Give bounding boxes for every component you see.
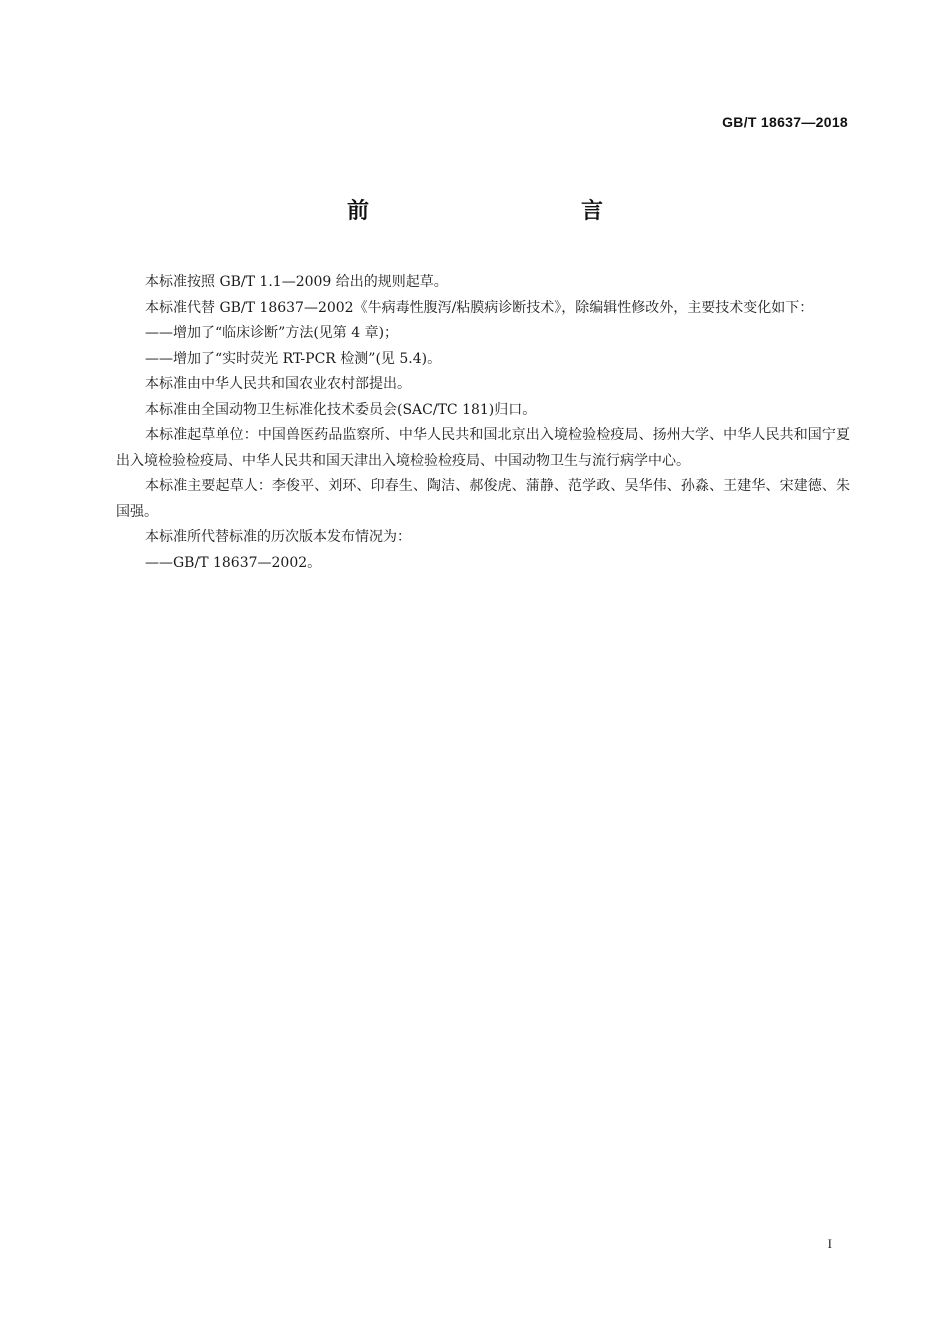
- page-title: 前 言: [346, 199, 659, 224]
- paragraph-drafting-units: 本标准起草单位：中国兽医药品监察所、中华人民共和国北京出入境检验检疫局、扬州大学、中华人民共和国宁夏出入境检验检疫局、中华人民共和国天津出入境检验检疫局、中国动物卫生与流行病学中心。: [116, 427, 850, 469]
- paragraph-drafting-rules: 本标准按照 GB/T 1.1—2009 给出的规则起草。: [145, 274, 448, 290]
- foreword-body: [116, 270, 850, 576]
- paragraph-drafters: 本标准主要起草人：李俊平、刘环、印春生、陶洁、郝俊虎、蒲静、范学政、吴华伟、孙淼、王建华、宋建德、朱国强。: [116, 478, 850, 520]
- history-item: ——GB/T 18637—2002。: [145, 554, 322, 571]
- change-item-rtpcr: ——增加了“实时荧光 RT-PCR 检测”(见 5.4)。: [145, 350, 442, 367]
- paragraph-proposer: 本标准由中华人民共和国农业农村部提出。: [145, 376, 411, 392]
- paragraph-history: 本标准所代替标准的历次版本发布情况为：: [145, 529, 411, 545]
- change-item-clinical: ——增加了“临床诊断”方法(见第 4 章)；: [145, 325, 399, 341]
- paragraph-replacement: 本标准代替 GB/T 18637—2002《牛病毒性腹泻/粘膜病诊断技术》，除编辑性修改外，主要技术变化如下：: [145, 299, 814, 316]
- standard-code: GB/T 18637—2018: [722, 114, 848, 130]
- paragraph-committee: 本标准由全国动物卫生标准化技术委员会(SAC/TC 181)归口。: [145, 401, 537, 418]
- page-number: I: [827, 1236, 832, 1251]
